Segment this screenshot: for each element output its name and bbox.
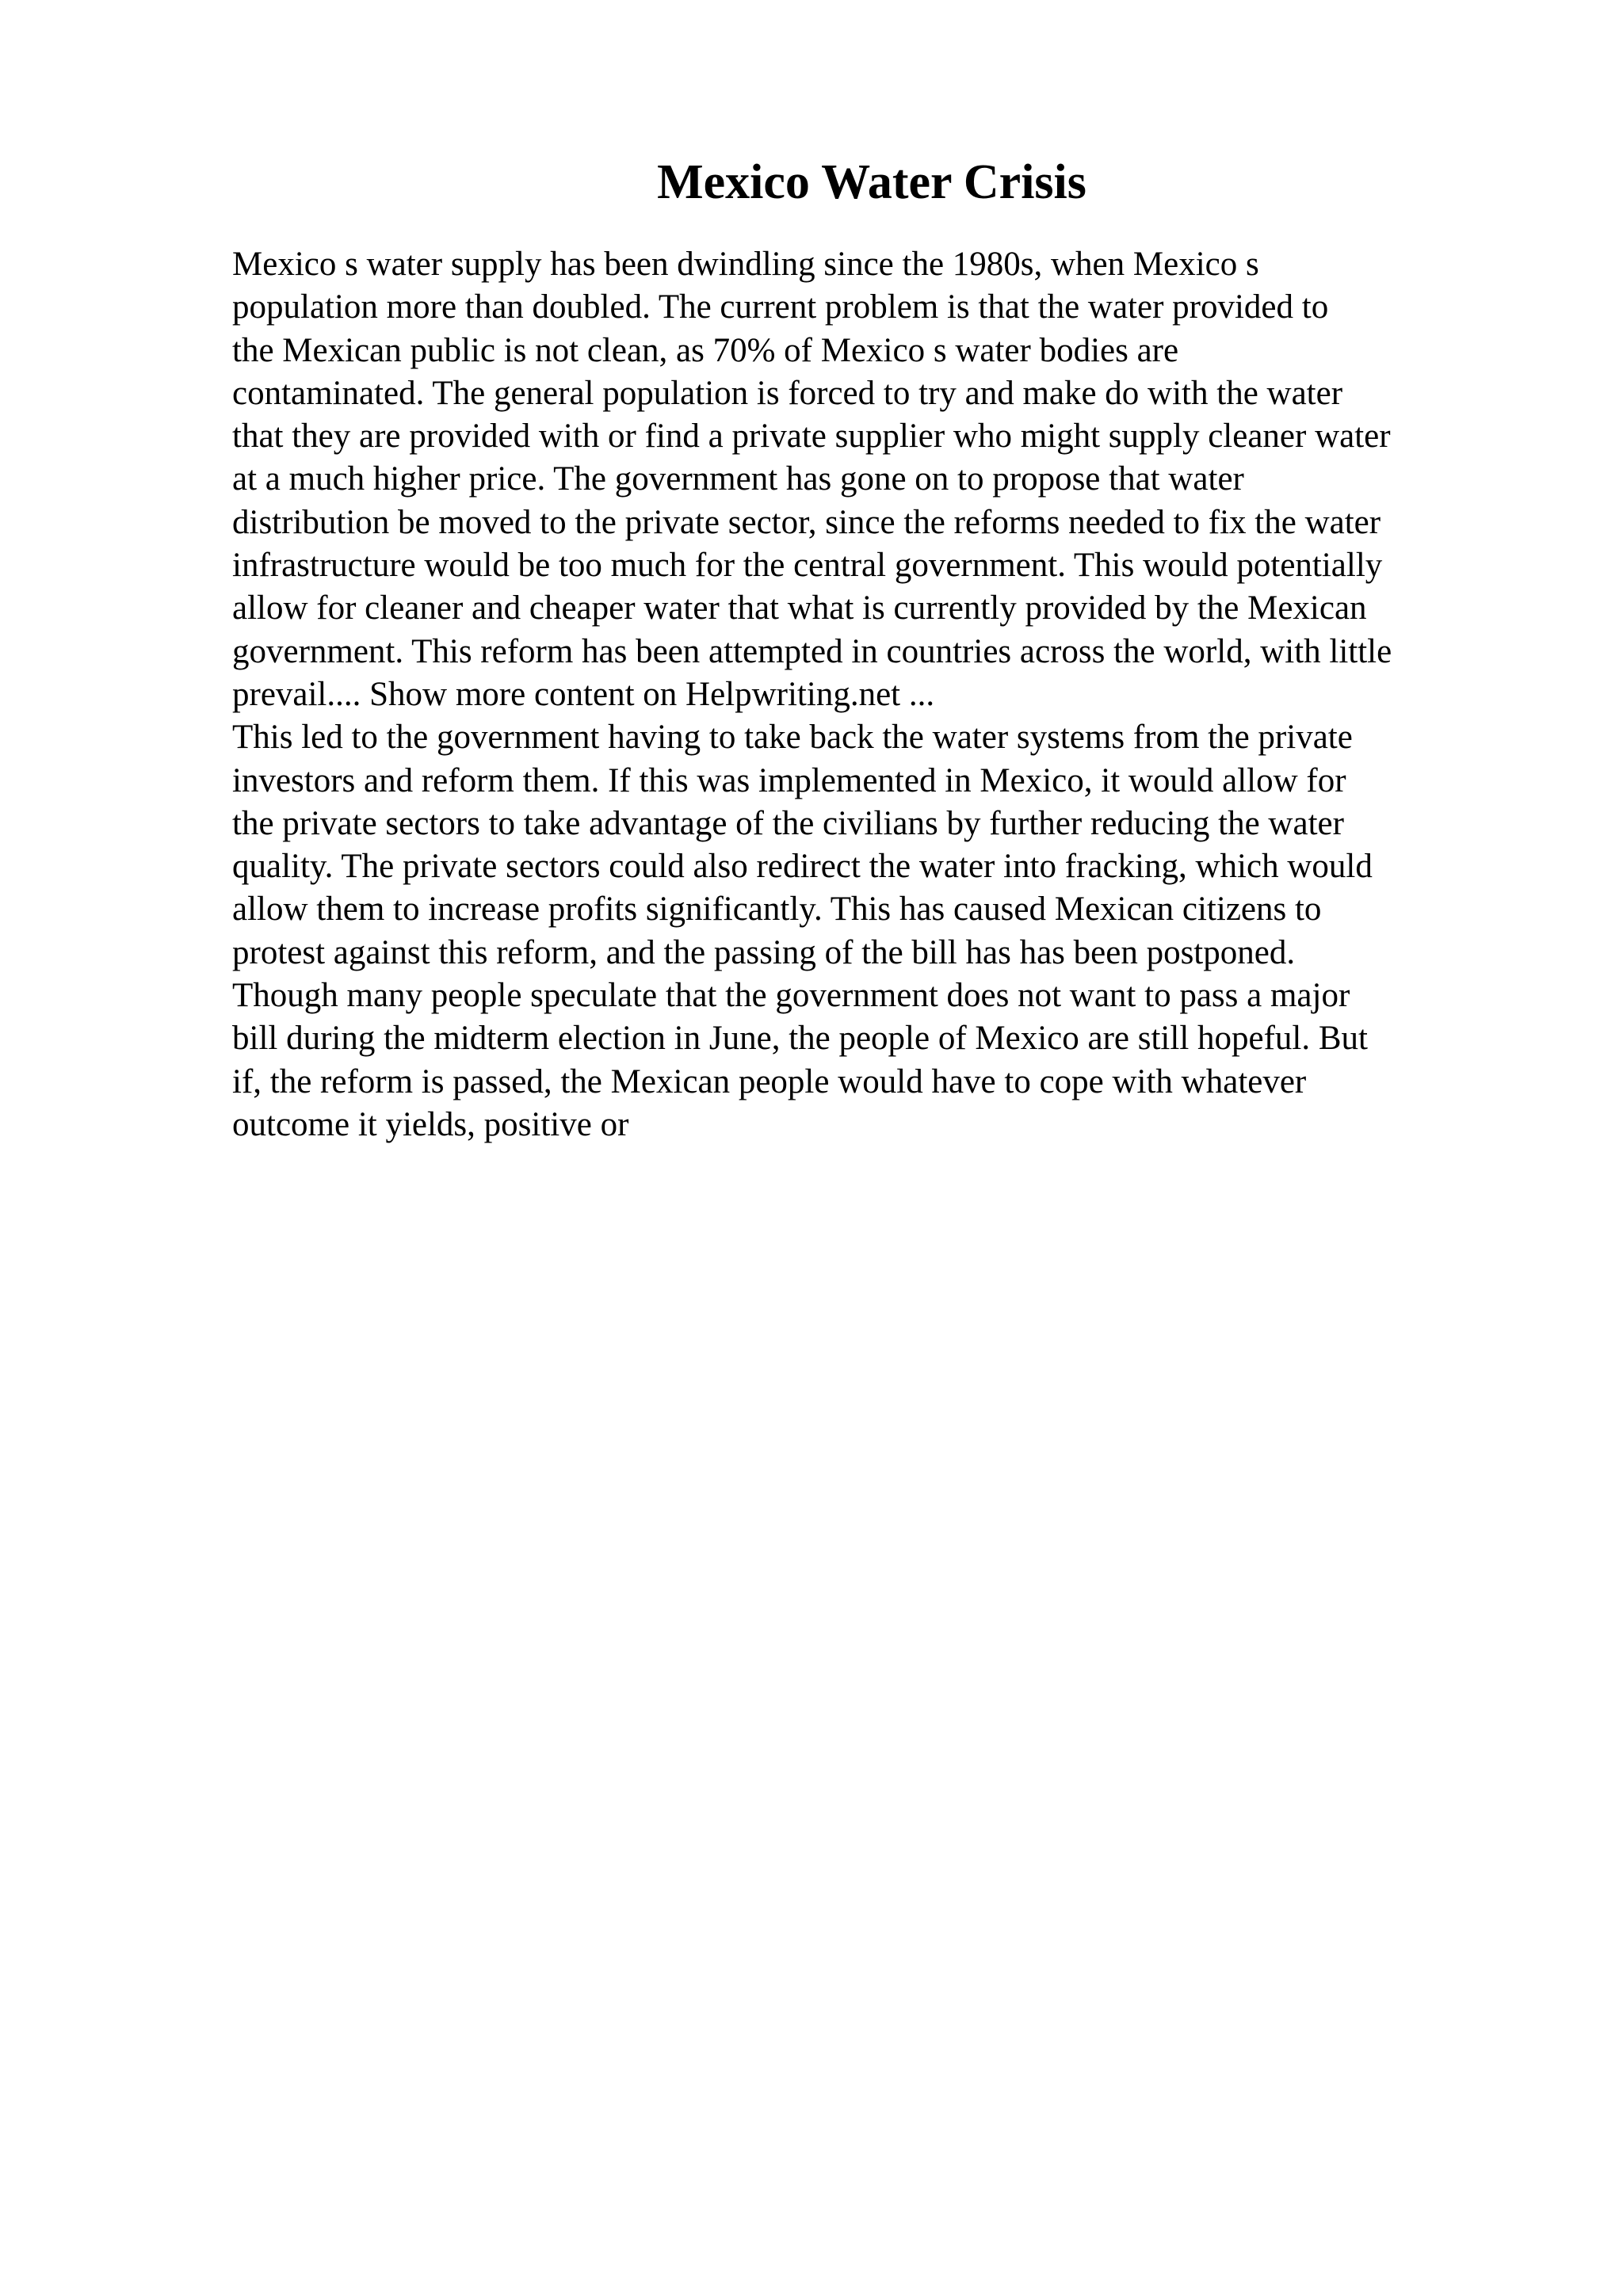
body-line: investors and reform them. If this was implemented in Mexico, it would allow for xyxy=(232,761,1346,799)
body-line: protest against this reform, and the passing of the bill has has been postponed. xyxy=(232,933,1296,971)
body-line: allow them to increase profits significantly. This has caused Mexican citizens to xyxy=(232,891,1322,929)
body-line: This led to the government having to take back the water systems from the private xyxy=(232,719,1353,757)
document-title: Mexico Water Crisis xyxy=(657,155,1086,209)
body-line: outcome it yields, positive or xyxy=(232,1105,629,1143)
body-line: at a much higher price. The government has gone on to propose that water xyxy=(232,460,1244,498)
document-body xyxy=(232,243,1579,1146)
body-line: quality. The private sectors could also redirect the water into fracking, which would xyxy=(232,848,1373,886)
body-line: population more than doubled. The current problem is that the water provided to xyxy=(232,288,1329,326)
body-line: allow for cleaner and cheaper water that what is currently provided by the Mexican xyxy=(232,589,1367,627)
body-line: bill during the midterm election in June, the people of Mexico are still hopeful. But xyxy=(232,1020,1369,1058)
body-line: contaminated. The general population is forced to try and make do with the water xyxy=(232,374,1343,412)
body-line: distribution be moved to the private sector, since the reforms needed to fix the water xyxy=(232,503,1381,541)
body-line: Mexico s water supply has been dwindling since the 1980s, when Mexico s xyxy=(232,246,1259,283)
body-line: the private sectors to take advantage of the civilians by further reducing the water xyxy=(232,804,1344,842)
body-line: if, the reform is passed, the Mexican people would have to cope with whatever xyxy=(232,1062,1307,1100)
body-line: that they are provided with or find a private supplier who might supply cleaner water xyxy=(232,418,1391,456)
body-line: Though many people speculate that the government does not want to pass a major xyxy=(232,977,1350,1015)
body-line: government. This reform has been attempted in countries across the world, with little xyxy=(232,632,1392,670)
body-line: prevail.... Show more content on Helpwriting.net ... xyxy=(232,675,935,713)
body-line: infrastructure would be too much for the central government. This would potentially xyxy=(232,547,1383,585)
body-line: the Mexican public is not clean, as 70% of Mexico s water bodies are xyxy=(232,331,1179,369)
